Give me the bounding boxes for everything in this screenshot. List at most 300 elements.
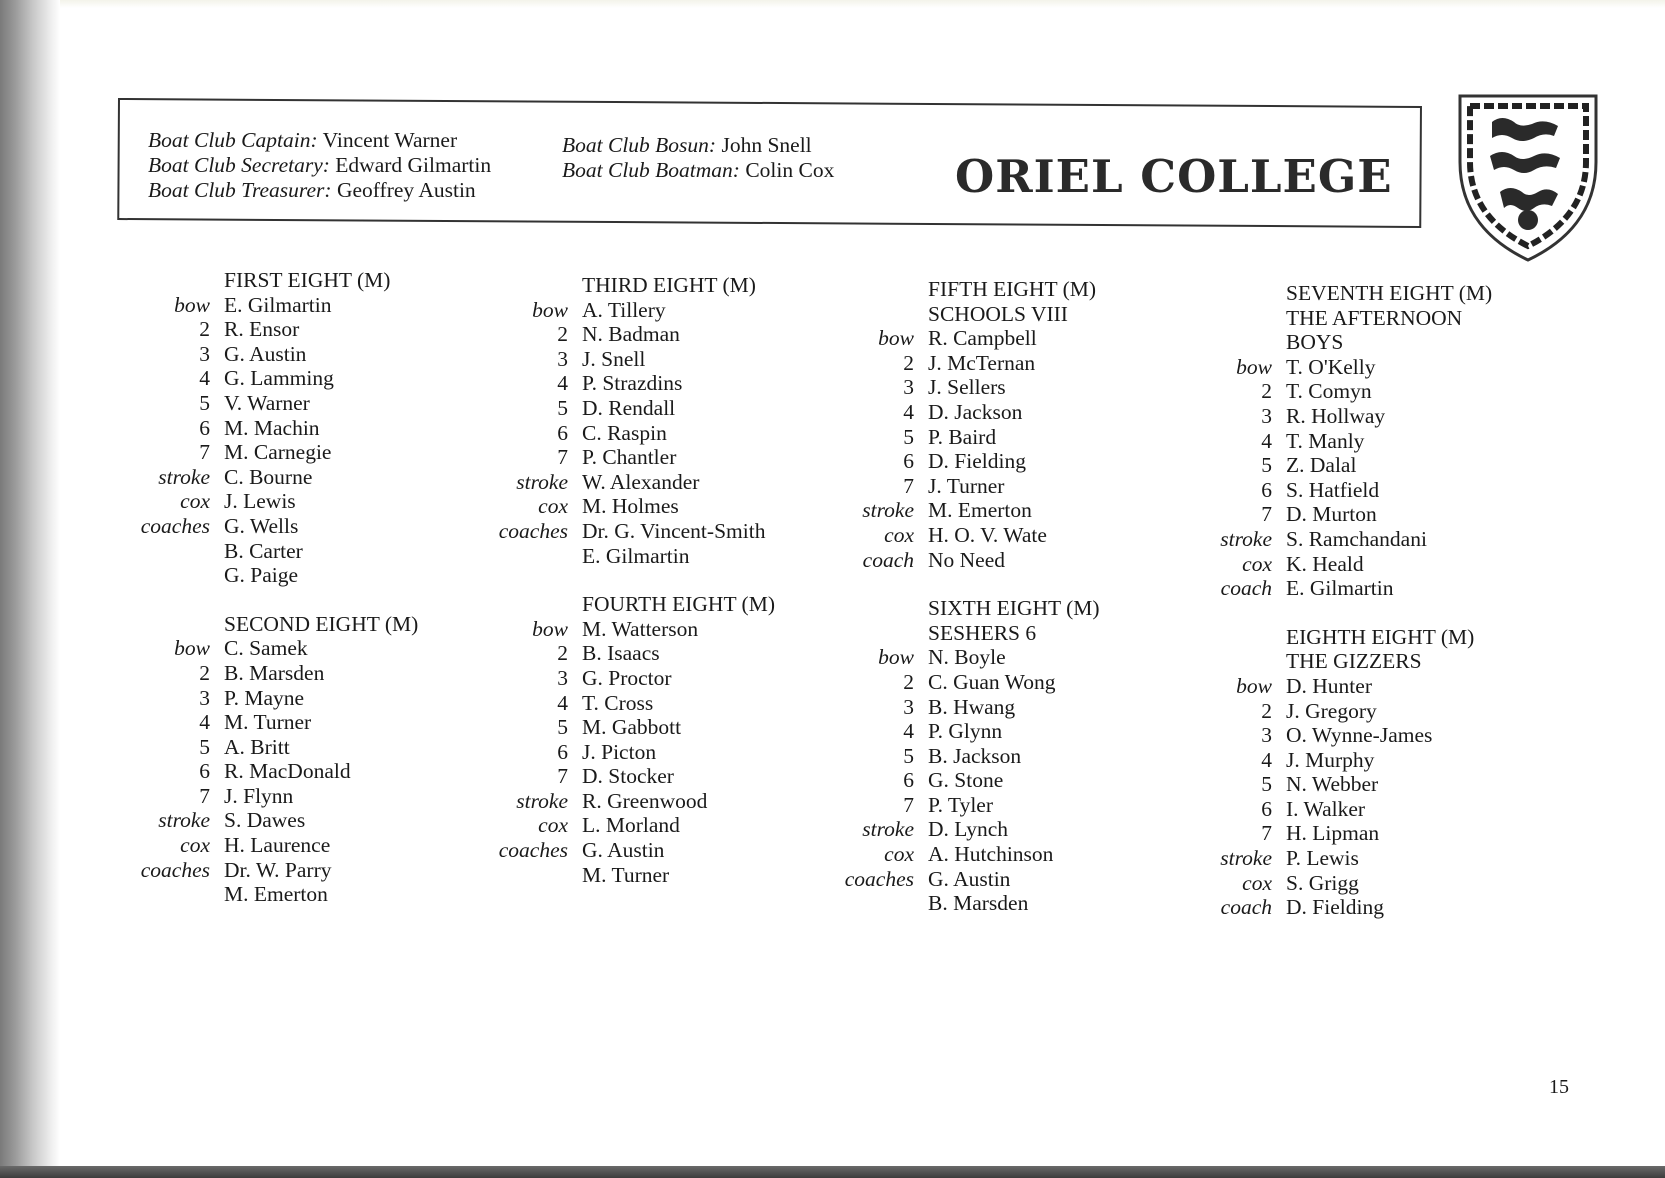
seat-row (492, 617, 775, 642)
rower-name: Dr. G. Vincent-Smith (582, 518, 766, 543)
seat-position: bow (878, 326, 914, 351)
officers-list-left (148, 128, 491, 203)
seat-position: 4 (1261, 428, 1272, 453)
seat-row (492, 470, 775, 495)
seat-row (492, 838, 775, 863)
seat-row (838, 375, 1100, 400)
seat-row (838, 695, 1100, 720)
seat-row (838, 645, 1100, 670)
crew-second-eight (134, 612, 418, 907)
seat-row (134, 342, 418, 367)
seat-position: 3 (903, 375, 914, 400)
rower-name: G. Austin (224, 341, 307, 366)
seat-row (134, 735, 418, 760)
rower-name: J. Gregory (1286, 698, 1377, 723)
seat-position: coaches (140, 513, 210, 538)
seat-row (1196, 355, 1492, 380)
seat-position: 6 (903, 768, 914, 793)
rower-name: D. Fielding (1286, 895, 1384, 920)
seat-row (1196, 674, 1492, 699)
seat-row (134, 710, 418, 735)
seat-position: 5 (557, 395, 568, 420)
seat-position: bow (1236, 673, 1272, 698)
seat-position: stroke (862, 498, 914, 523)
rower-name: G. Austin (582, 838, 665, 863)
rower-name: P. Baird (928, 424, 997, 449)
seat-position: 7 (199, 440, 210, 465)
seat-row (1196, 453, 1492, 478)
crew-eighth-eight (1196, 625, 1492, 920)
seat-row (838, 351, 1100, 376)
seat-row (492, 347, 775, 372)
officer-role: Boat Club Treasurer: (148, 178, 332, 202)
rower-name: D. Stocker (582, 764, 674, 789)
seat-position: coaches (140, 857, 210, 882)
crew-title: THIRD EIGHT (M) (582, 273, 756, 297)
rower-name: A. Hutchinson (928, 842, 1054, 867)
seat-row (134, 293, 418, 318)
rower-name: C. Guan Wong (928, 669, 1056, 694)
rower-name: D. Fielding (928, 449, 1026, 474)
seat-position: 2 (1261, 698, 1272, 723)
seat-position: 3 (903, 694, 914, 719)
crew-title: FIRST EIGHT (M) (224, 268, 391, 292)
officer-name: John Snell (721, 133, 812, 157)
rower-name: G. Paige (224, 563, 299, 588)
seat-position: stroke (158, 464, 210, 489)
seat-position: 3 (199, 341, 210, 366)
seat-row (134, 514, 418, 539)
rower-name: S. Hatfield (1286, 477, 1380, 502)
rower-name: W. Alexander (582, 469, 700, 494)
seat-position: 6 (557, 420, 568, 445)
seat-row (134, 440, 418, 465)
rower-name: M. Turner (582, 862, 670, 887)
seat-row (1196, 895, 1492, 920)
rower-name: M. Emerton (928, 498, 1032, 523)
crew-fourth-eight (492, 592, 775, 887)
seat-row (1196, 772, 1492, 797)
seat-row (838, 523, 1100, 548)
rower-name: E. Gilmartin (1286, 576, 1394, 601)
seat-row (492, 445, 775, 470)
rower-name: G. Lamming (224, 366, 334, 391)
rower-name: T. Manly (1286, 428, 1365, 453)
seat-position: 2 (557, 641, 568, 666)
seat-position (134, 563, 224, 588)
seat-position: 4 (903, 399, 914, 424)
officer-role: Boat Club Bosun: (562, 133, 717, 157)
seat-row (134, 833, 418, 858)
seat-row (134, 686, 418, 711)
seat-position: 2 (1261, 379, 1272, 404)
seat-row (838, 842, 1100, 867)
rower-name: J. Sellers (928, 375, 1006, 400)
rower-name: Dr. W. Parry (224, 857, 332, 882)
rower-name: R. MacDonald (224, 759, 351, 784)
rower-name: J. Turner (928, 473, 1005, 498)
rower-name: M. Turner (224, 710, 312, 735)
rower-name: C. Raspin (582, 420, 667, 445)
crew-subtitle: BOYS (1286, 330, 1344, 355)
crew-title: FIFTH EIGHT (M) (928, 277, 1097, 301)
rower-name: J. Picton (582, 739, 657, 764)
seat-position: 6 (199, 415, 210, 440)
seat-position: 7 (1261, 502, 1272, 527)
crew-title: EIGHTH EIGHT (M) (1286, 624, 1475, 649)
rower-name: D. Jackson (928, 399, 1023, 424)
rower-name: R. Greenwood (582, 788, 708, 813)
rower-name: P. Glynn (928, 719, 1003, 744)
officer-captain (148, 128, 491, 153)
seat-row (492, 813, 775, 838)
seat-row (134, 759, 418, 784)
seat-row (492, 691, 775, 716)
seat-row (492, 494, 775, 519)
seat-position (838, 891, 928, 916)
crew-title: SECOND EIGHT (M) (224, 611, 419, 636)
seat-row (838, 425, 1100, 450)
seat-position: cox (884, 522, 914, 547)
seat-position: coach (1220, 895, 1272, 920)
seat-position (134, 882, 224, 907)
seat-position: 7 (557, 445, 568, 470)
seat-row (838, 719, 1100, 744)
rower-name: R. Hollway (1286, 403, 1386, 428)
seat-row (1196, 748, 1492, 773)
rower-name: G. Wells (224, 513, 299, 538)
rower-name: S. Ramchandani (1286, 526, 1427, 551)
seat-position: 4 (557, 690, 568, 715)
seat-row (1196, 527, 1492, 552)
seat-position: cox (180, 833, 210, 858)
crew-seventh-eight (1196, 281, 1492, 601)
seat-row (1196, 846, 1492, 871)
officer-name: Vincent Warner (322, 128, 458, 152)
rower-name: J. Murphy (1286, 747, 1375, 772)
rower-name: M. Emerton (224, 882, 328, 907)
seat-row (492, 421, 775, 446)
rower-name: I. Walker (1286, 796, 1366, 821)
officer-role: Boat Club Boatman: (562, 158, 740, 182)
seat-position (134, 539, 224, 564)
seat-position: 6 (903, 449, 914, 474)
seat-row (1196, 379, 1492, 404)
seat-position: stroke (862, 817, 914, 842)
seat-position: 3 (557, 665, 568, 690)
rower-name: C. Bourne (224, 464, 313, 489)
crew-sixth-eight (838, 596, 1100, 916)
seat-position: 2 (199, 317, 210, 342)
book-spine-shadow (0, 0, 60, 1178)
seat-position: coaches (498, 838, 568, 863)
rower-name: N. Badman (582, 322, 680, 347)
seat-row (492, 544, 775, 569)
officer-boatman (562, 158, 834, 183)
rower-name: P. Lewis (1286, 846, 1359, 871)
officer-name: Colin Cox (745, 158, 835, 182)
seat-position: 6 (1261, 477, 1272, 502)
seat-row (134, 882, 418, 907)
rower-name: N. Webber (1286, 772, 1379, 797)
rower-name: B. Marsden (224, 660, 325, 685)
rower-name: G. Proctor (582, 665, 672, 690)
seat-row (838, 449, 1100, 474)
seat-row (1196, 797, 1492, 822)
rower-name: T. Cross (582, 690, 654, 715)
page-number: 15 (1549, 1076, 1569, 1098)
seat-position: coaches (844, 866, 914, 891)
seat-position: 4 (1261, 747, 1272, 772)
page-bottom-edge (0, 1166, 1665, 1178)
seat-position: cox (884, 842, 914, 867)
seat-position: 5 (199, 390, 210, 415)
rower-name: J. Lewis (224, 489, 296, 514)
seat-position: 5 (903, 743, 914, 768)
seat-row (838, 670, 1100, 695)
rower-name: A. Britt (224, 734, 290, 759)
seat-position: 6 (1261, 796, 1272, 821)
seat-row (1196, 404, 1492, 429)
seat-position: bow (532, 616, 568, 641)
rower-name: A. Tillery (582, 297, 666, 322)
rower-name: M. Carnegie (224, 440, 332, 465)
seat-row (1196, 502, 1492, 527)
rower-name: L. Morland (582, 813, 680, 838)
seat-row (492, 322, 775, 347)
seat-row (838, 867, 1100, 892)
seat-position: 4 (199, 366, 210, 391)
rower-name: T. Comyn (1286, 379, 1372, 404)
rower-name: J. McTernan (928, 350, 1036, 375)
rower-name: S. Grigg (1286, 870, 1359, 895)
seat-position: 3 (1261, 403, 1272, 428)
crew-column-3 (838, 277, 1100, 940)
seat-position: coach (1220, 576, 1272, 601)
seat-position: bow (532, 297, 568, 322)
seat-row (1196, 552, 1492, 577)
seat-row (1196, 429, 1492, 454)
rower-name: H. O. V. Wate (928, 522, 1047, 547)
seat-row (492, 740, 775, 765)
crew-third-eight (492, 273, 775, 568)
seat-row (134, 636, 418, 661)
seat-row (492, 863, 775, 888)
crew-title: FOURTH EIGHT (M) (582, 592, 775, 617)
seat-row (134, 317, 418, 342)
college-title: ORIEL COLLEGE (955, 150, 1393, 203)
rower-name: E. Gilmartin (224, 292, 332, 317)
rower-name: R. Ensor (224, 317, 300, 342)
seat-row (492, 396, 775, 421)
rower-name: G. Stone (928, 768, 1004, 793)
rower-name: H. Lipman (1286, 821, 1380, 846)
seat-row (134, 808, 418, 833)
rower-name: O. Wynne-James (1286, 723, 1433, 748)
seat-position: 5 (557, 715, 568, 740)
seat-row (1196, 478, 1492, 503)
seat-row (838, 891, 1100, 916)
rower-name: H. Laurence (224, 833, 331, 858)
seat-position: 2 (903, 669, 914, 694)
seat-position: 4 (903, 719, 914, 744)
seat-row (838, 498, 1100, 523)
officer-secretary (148, 153, 491, 178)
seat-row (1196, 576, 1492, 601)
seat-position: 5 (1261, 453, 1272, 478)
seat-row (134, 858, 418, 883)
seat-row (134, 489, 418, 514)
rower-name: M. Watterson (582, 616, 699, 641)
seat-row (838, 474, 1100, 499)
crew-column-4 (1196, 281, 1492, 944)
rower-name: B. Hwang (928, 694, 1016, 719)
seat-row (492, 666, 775, 691)
seat-position: 3 (1261, 723, 1272, 748)
rower-name: V. Warner (224, 390, 310, 415)
rower-name: P. Tyler (928, 792, 993, 817)
officer-bosun (562, 133, 834, 158)
rower-name: P. Chantler (582, 445, 677, 470)
page-top-edge (60, 0, 1665, 8)
seat-position: stroke (1220, 846, 1272, 871)
seat-position: bow (878, 645, 914, 670)
rower-name: M. Machin (224, 415, 320, 440)
rower-name: D. Murton (1286, 502, 1377, 527)
seat-row (1196, 871, 1492, 896)
rower-name: J. Flynn (224, 783, 294, 808)
seat-position: 3 (557, 346, 568, 371)
officer-role: Boat Club Captain: (148, 128, 318, 152)
crew-first-eight (134, 268, 418, 588)
seat-row (838, 744, 1100, 769)
rower-name: Z. Dalal (1286, 453, 1357, 478)
rower-name: B. Isaacs (582, 641, 660, 666)
crew-subtitle: THE GIZZERS (1286, 649, 1422, 674)
officers-list-right (562, 133, 834, 183)
rower-name: No Need (928, 547, 1006, 572)
seat-position: cox (538, 494, 568, 519)
crew-title: SEVENTH EIGHT (M) (1286, 281, 1493, 305)
seat-position (492, 863, 582, 888)
rower-name: R. Campbell (928, 326, 1037, 351)
rower-name: P. Mayne (224, 685, 305, 710)
seat-position: 7 (903, 473, 914, 498)
seat-row (492, 298, 775, 323)
seat-position: 6 (557, 739, 568, 764)
rower-name: C. Samek (224, 636, 308, 661)
seat-position: 7 (903, 792, 914, 817)
seat-position: 2 (199, 660, 210, 685)
rower-name: D. Rendall (582, 395, 676, 420)
seat-row (134, 539, 418, 564)
seat-position: 5 (903, 424, 914, 449)
seat-row (492, 715, 775, 740)
rower-name: S. Dawes (224, 808, 306, 833)
seat-position: bow (1236, 354, 1272, 379)
seat-row (838, 548, 1100, 573)
seat-position: coach (862, 547, 914, 572)
officer-treasurer (148, 178, 491, 203)
seat-position: cox (538, 813, 568, 838)
seat-position: bow (174, 636, 210, 661)
seat-position (492, 544, 582, 569)
seat-row (134, 465, 418, 490)
officer-name: Geoffrey Austin (336, 178, 476, 202)
seat-row (1196, 699, 1492, 724)
crew-title: SIXTH EIGHT (M) (928, 596, 1100, 621)
rower-name: B. Marsden (928, 891, 1029, 916)
seat-row (134, 784, 418, 809)
seat-position: 3 (199, 685, 210, 710)
seat-row (492, 764, 775, 789)
seat-row (492, 641, 775, 666)
rower-name: B. Carter (224, 538, 303, 563)
rower-name: T. O'Kelly (1286, 354, 1376, 379)
seat-position: 6 (199, 759, 210, 784)
seat-row (134, 366, 418, 391)
rower-name: M. Gabbott (582, 715, 682, 740)
seat-row (134, 661, 418, 686)
seat-row (838, 400, 1100, 425)
seat-position: 7 (557, 764, 568, 789)
seat-position: stroke (516, 788, 568, 813)
rower-name: K. Heald (1286, 551, 1364, 576)
seat-position: 2 (903, 350, 914, 375)
crew-fifth-eight (838, 277, 1100, 572)
seat-position: 5 (1261, 772, 1272, 797)
seat-row (134, 563, 418, 588)
rower-name: J. Snell (582, 346, 646, 371)
crew-subtitle: SCHOOLS VIII (928, 301, 1068, 326)
officer-role: Boat Club Secretary: (148, 153, 330, 177)
seat-position: stroke (158, 808, 210, 833)
seat-position: 4 (199, 710, 210, 735)
officer-name: Edward Gilmartin (335, 153, 492, 177)
seat-row (134, 391, 418, 416)
seat-row (838, 768, 1100, 793)
crew-subtitle: SESHERS 6 (928, 620, 1037, 645)
seat-position: cox (180, 489, 210, 514)
seat-position: stroke (516, 469, 568, 494)
seat-position: 7 (199, 783, 210, 808)
seat-row (838, 793, 1100, 818)
rower-name: D. Hunter (1286, 673, 1372, 698)
seat-position: 7 (1261, 821, 1272, 846)
seat-row (134, 416, 418, 441)
rower-name: E. Gilmartin (582, 543, 690, 568)
seat-position: 4 (557, 371, 568, 396)
crew-subtitle: THE AFTERNOON (1286, 305, 1463, 330)
seat-position: cox (1242, 870, 1272, 895)
seat-row (1196, 723, 1492, 748)
seat-position: stroke (1220, 526, 1272, 551)
seat-row (492, 519, 775, 544)
rower-name: M. Holmes (582, 494, 679, 519)
seat-position: 5 (199, 734, 210, 759)
seat-row (838, 326, 1100, 351)
seat-row (492, 789, 775, 814)
rower-name: G. Austin (928, 866, 1011, 891)
crew-column-1 (134, 268, 418, 931)
seat-position: 2 (557, 322, 568, 347)
college-crest-shield-icon (1456, 92, 1600, 264)
rower-name: P. Strazdins (582, 371, 683, 396)
seat-position: coaches (498, 518, 568, 543)
seat-row (1196, 821, 1492, 846)
crew-column-2 (492, 273, 775, 911)
seat-position: bow (174, 292, 210, 317)
